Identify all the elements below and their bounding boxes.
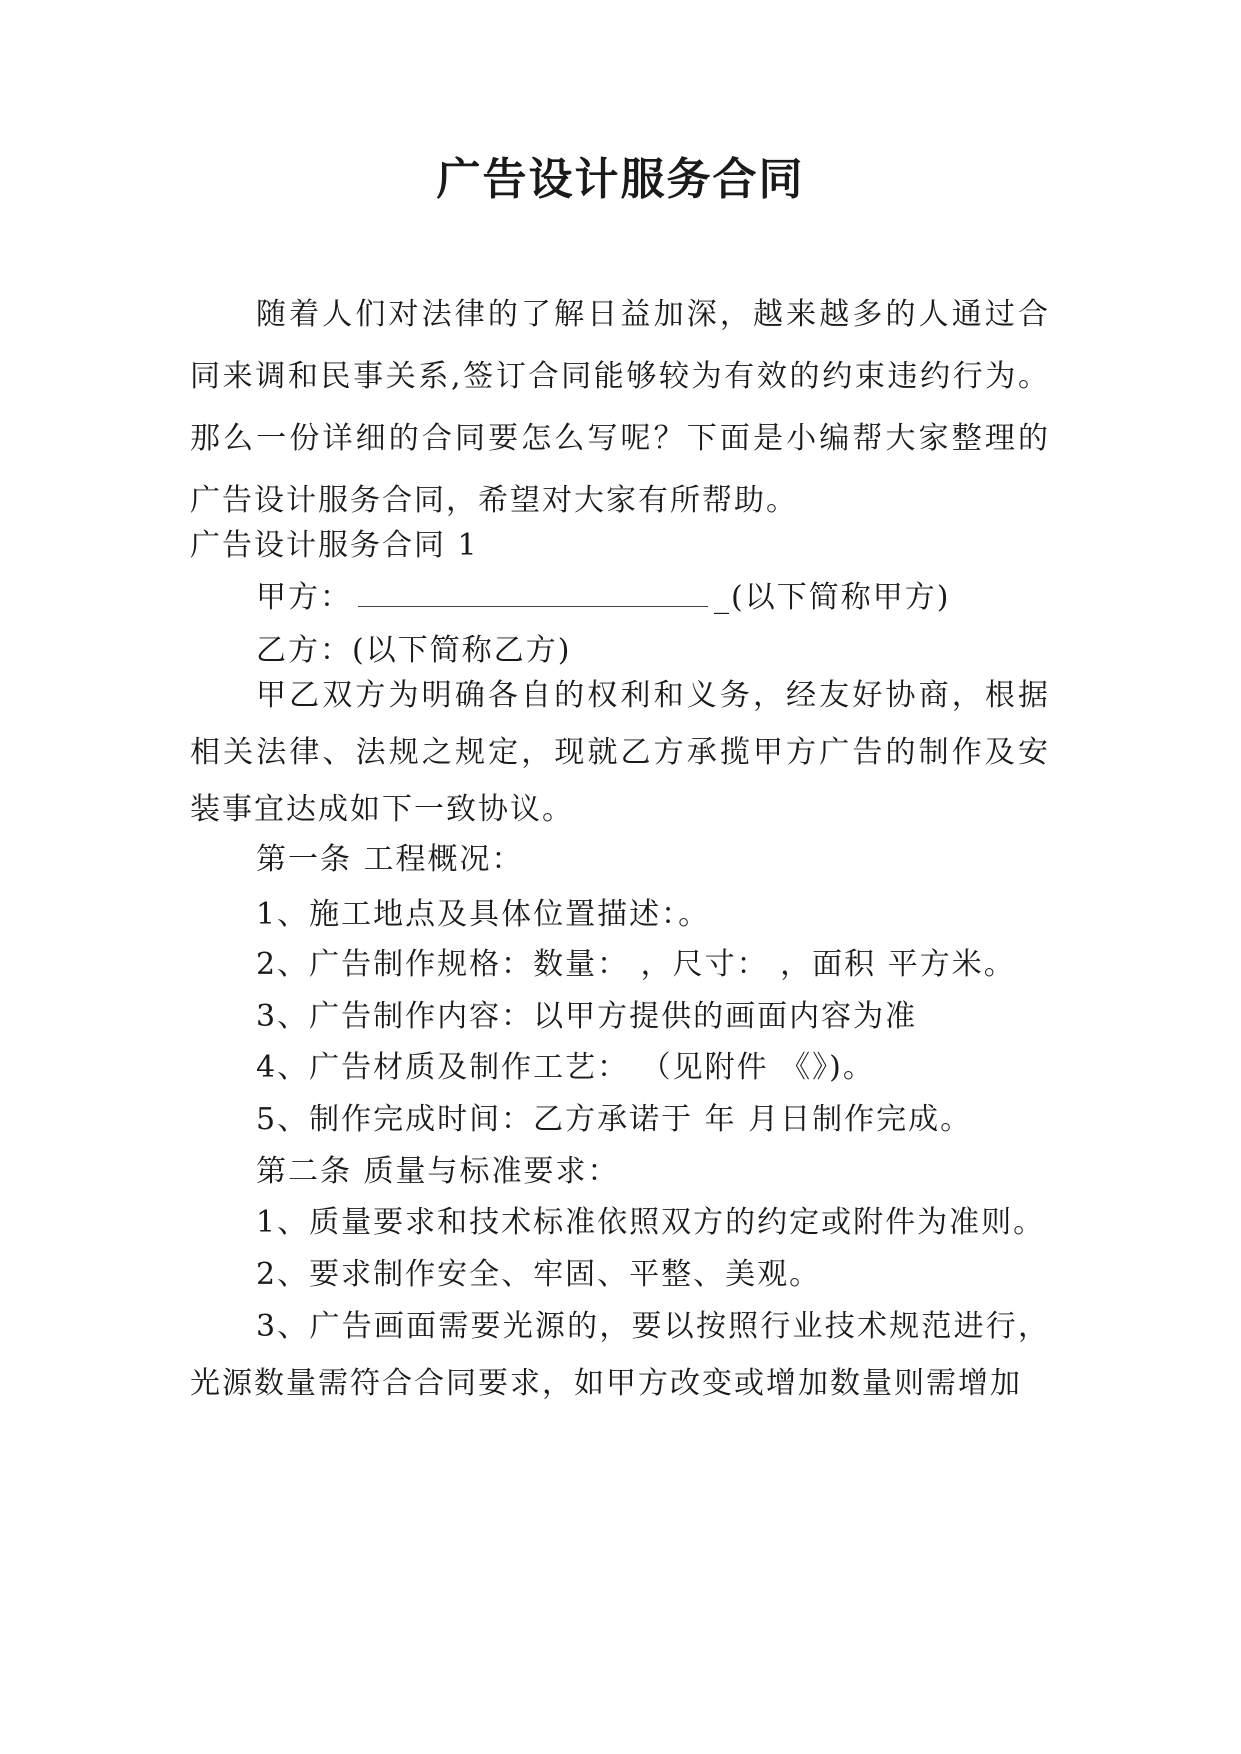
article1-item: 3、广告制作内容：以甲方提供的画面内容为准	[256, 999, 918, 1034]
article1-heading: 第一条 工程概况：	[256, 842, 524, 877]
intro-paragraph: 随着人们对法律的了解日益加深，越来越多的人通过合同来调和民事关系,签订合同能够较为有效的约束违约行为。那么一份详细的合同要怎么写呢？下面是小编帮大家整理的广告设计服务合同，希望对大家有所帮助。	[190, 297, 1050, 518]
article1-item: 2、广告制作规格：数量： ，尺寸： ，面积 平方米。	[256, 947, 1016, 982]
article1-item: 4、广告材质及制作工艺： （见附件 《》)。	[256, 1050, 875, 1085]
article1-item: 5、制作完成时间：乙方承诺于 年 月日制作完成。	[256, 1102, 973, 1137]
document-title: 广告设计服务合同	[436, 154, 805, 205]
article2-item: 1、质量要求和技术标准依照双方的约定或附件为准则。	[256, 1205, 1046, 1240]
article2-item3-paragraph: 3、广告画面需要光源的，要以按照行业技术规范进行，光源数量需符合合同要求，如甲方改变或增加数量则需增加	[190, 1309, 1050, 1401]
party-a-blank	[358, 580, 708, 607]
article1-item: 1、施工地点及具体位置描述：。	[256, 897, 711, 932]
party-a-suffix: _(以下简称甲方)	[714, 580, 951, 615]
party-b-line: 乙方：(以下简称乙方)	[256, 633, 572, 668]
party-a-label: 甲方：	[256, 580, 352, 615]
preamble-paragraph: 甲乙双方为明确各自的权利和义务，经友好协商，根据相关法律、法规之规定，现就乙方承揽甲方广告的制作及安装事宜达成如下一致协议。	[190, 678, 1050, 827]
article2-item: 2、要求制作安全、牢固、平整、美观。	[256, 1257, 822, 1292]
section-heading: 广告设计服务合同 1	[190, 528, 479, 563]
party-a-line	[256, 576, 1076, 620]
article2-heading: 第二条 质量与标准要求：	[256, 1154, 620, 1189]
